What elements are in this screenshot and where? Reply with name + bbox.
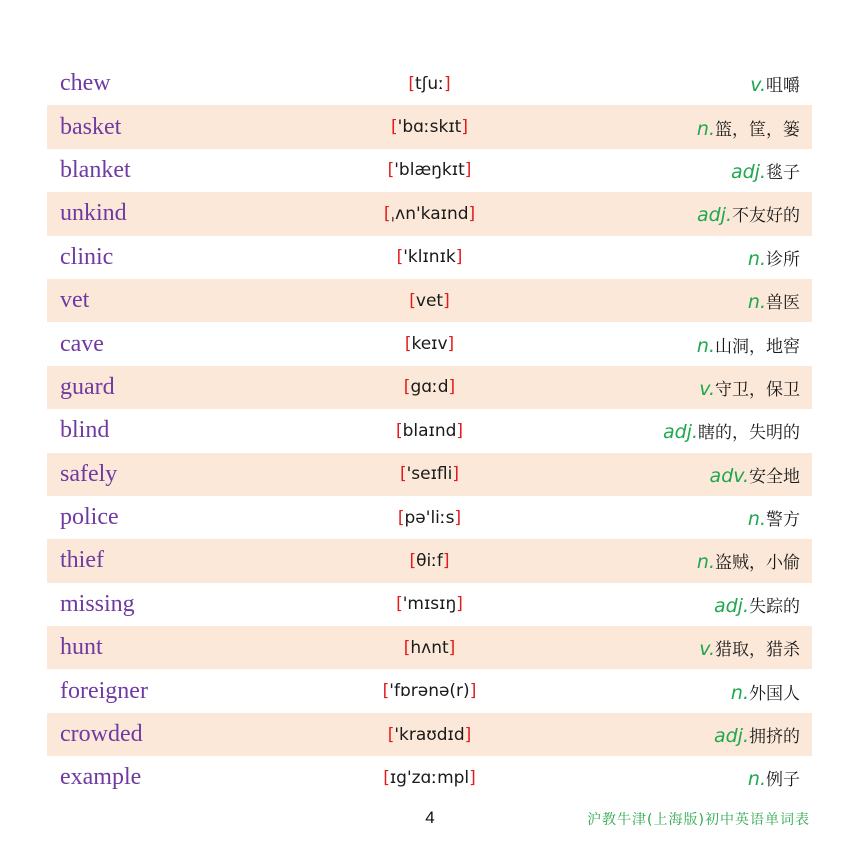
vocab-definition bbox=[748, 505, 800, 530]
meaning-text: 猎取，猎杀 bbox=[715, 640, 800, 661]
vocab-word: foreigner bbox=[60, 677, 148, 704]
close-bracket: ] bbox=[442, 550, 450, 571]
open-bracket: [ bbox=[383, 767, 390, 788]
part-of-speech: n. bbox=[747, 247, 766, 270]
open-bracket: [ bbox=[409, 290, 416, 311]
part-of-speech: adj. bbox=[696, 204, 732, 227]
vocab-phonetic bbox=[47, 594, 812, 614]
close-bracket: ] bbox=[448, 377, 456, 398]
phonetic-text: 'blæŋkɪt bbox=[394, 160, 465, 181]
vocab-word: thief bbox=[60, 547, 104, 574]
phonetic-text: 'fɒrənə(r) bbox=[389, 681, 470, 702]
vocab-word: clinic bbox=[60, 243, 114, 270]
phonetic-text: gɑːd bbox=[410, 377, 449, 398]
phonetic-text: ˌʌn'kaɪnd bbox=[390, 203, 469, 224]
vocab-phonetic bbox=[47, 767, 812, 791]
open-bracket: [ bbox=[391, 117, 398, 138]
vocab-row bbox=[47, 62, 812, 105]
vocab-row bbox=[47, 322, 812, 365]
vocab-phonetic bbox=[47, 507, 812, 531]
part-of-speech: v. bbox=[699, 638, 715, 661]
phonetic-text: hʌnt bbox=[410, 637, 449, 658]
vocab-definition bbox=[699, 375, 800, 400]
phonetic-text: keɪv bbox=[411, 334, 448, 355]
vocab-definition bbox=[697, 548, 800, 573]
vocab-phonetic bbox=[47, 290, 812, 314]
meaning-text: 失踪的 bbox=[749, 596, 800, 617]
open-bracket: [ bbox=[396, 594, 403, 615]
meaning-text: 瞎的，失明的 bbox=[698, 423, 800, 444]
phonetic-text: 'bɑːskɪt bbox=[397, 117, 462, 138]
meaning-text: 诊所 bbox=[766, 249, 800, 270]
part-of-speech: adj. bbox=[662, 421, 698, 444]
part-of-speech: n. bbox=[730, 681, 749, 704]
phonetic-text: 'seɪfli bbox=[406, 464, 453, 485]
meaning-text: 兽医 bbox=[766, 293, 800, 314]
vocab-row bbox=[47, 366, 812, 409]
vocab-word: unkind bbox=[60, 200, 127, 227]
close-bracket: ] bbox=[464, 724, 472, 745]
vocab-word: cave bbox=[60, 330, 104, 357]
open-bracket: [ bbox=[382, 681, 390, 702]
meaning-text: 毯子 bbox=[766, 162, 800, 183]
vocab-phonetic bbox=[47, 681, 812, 701]
vocab-word: example bbox=[60, 764, 142, 791]
vocab-row bbox=[47, 409, 812, 452]
part-of-speech: n. bbox=[747, 508, 766, 531]
part-of-speech: n. bbox=[747, 291, 766, 314]
vocab-word: missing bbox=[60, 590, 135, 617]
vocab-row bbox=[47, 539, 812, 582]
close-bracket: ] bbox=[455, 247, 463, 268]
vocab-row bbox=[47, 279, 812, 322]
meaning-text: 不友好的 bbox=[732, 206, 800, 227]
page-number: 4 bbox=[425, 808, 435, 827]
close-bracket: ] bbox=[464, 160, 472, 181]
vocab-definition bbox=[748, 765, 800, 790]
vocab-phonetic bbox=[47, 464, 812, 484]
vocab-definition bbox=[697, 201, 800, 226]
close-bracket: ] bbox=[469, 681, 477, 702]
meaning-text: 外国人 bbox=[749, 683, 800, 704]
part-of-speech: adj. bbox=[730, 160, 766, 183]
vocabulary-table bbox=[47, 62, 812, 800]
part-of-speech: adv. bbox=[709, 464, 749, 487]
vocab-row bbox=[47, 756, 812, 799]
close-bracket: ] bbox=[469, 767, 476, 788]
vocab-definition bbox=[731, 158, 800, 183]
phonetic-text: tʃuː bbox=[415, 73, 444, 94]
close-bracket: ] bbox=[447, 334, 455, 355]
vocab-row bbox=[47, 236, 812, 279]
vocab-phonetic bbox=[47, 247, 812, 267]
open-bracket: [ bbox=[395, 420, 403, 441]
vocab-row bbox=[47, 626, 812, 669]
vocab-definition bbox=[710, 462, 800, 487]
vocab-word: crowded bbox=[60, 721, 143, 748]
vocab-word: vet bbox=[60, 287, 90, 314]
meaning-text: 篮，筐，篓 bbox=[715, 119, 800, 140]
phonetic-text: pə'liːs bbox=[404, 507, 455, 528]
vocab-word: chew bbox=[60, 70, 111, 97]
open-bracket: [ bbox=[408, 73, 416, 94]
open-bracket: [ bbox=[387, 724, 395, 745]
vocab-phonetic bbox=[47, 377, 812, 397]
phonetic-text: 'kraʊdɪd bbox=[394, 724, 465, 745]
vocab-word: guard bbox=[60, 373, 115, 400]
meaning-text: 安全地 bbox=[749, 466, 800, 487]
close-bracket: ] bbox=[448, 637, 456, 658]
vocab-word: blind bbox=[60, 417, 110, 444]
vocab-definition bbox=[699, 635, 800, 660]
vocab-phonetic bbox=[47, 160, 812, 180]
meaning-text: 警方 bbox=[766, 510, 800, 531]
phonetic-text: ɪg'zɑːmpl bbox=[389, 767, 470, 788]
vocab-definition bbox=[731, 679, 800, 704]
vocab-definition bbox=[748, 288, 800, 313]
vocab-word: police bbox=[60, 504, 119, 531]
footer-title: 沪教牛津(上海版)初中英语单词表 bbox=[587, 812, 810, 828]
open-bracket: [ bbox=[403, 377, 411, 398]
phonetic-text: vet bbox=[415, 290, 444, 311]
phonetic-text: 'mɪsɪŋ bbox=[402, 594, 457, 615]
vocab-word: hunt bbox=[60, 634, 103, 661]
vocab-definition bbox=[714, 722, 800, 747]
part-of-speech: n. bbox=[696, 117, 715, 140]
meaning-text: 例子 bbox=[766, 770, 800, 791]
vocab-phonetic bbox=[47, 637, 812, 661]
meaning-text: 盗贼，小偷 bbox=[715, 553, 800, 574]
vocab-definition bbox=[748, 245, 800, 270]
vocab-row bbox=[47, 105, 812, 148]
open-bracket: [ bbox=[387, 160, 395, 181]
open-bracket: [ bbox=[403, 637, 411, 658]
close-bracket: ] bbox=[461, 117, 468, 138]
vocab-row bbox=[47, 669, 812, 712]
open-bracket: [ bbox=[383, 203, 391, 224]
open-bracket: [ bbox=[404, 334, 412, 355]
open-bracket: [ bbox=[409, 550, 417, 571]
vocab-row bbox=[47, 583, 812, 626]
vocab-definition bbox=[663, 418, 800, 443]
vocab-phonetic bbox=[47, 73, 812, 97]
vocab-phonetic bbox=[47, 724, 812, 748]
vocab-word: blanket bbox=[60, 156, 131, 183]
vocab-definition bbox=[697, 332, 800, 357]
phonetic-text: θiːf bbox=[416, 550, 443, 571]
open-bracket: [ bbox=[399, 464, 407, 485]
close-bracket: ] bbox=[443, 73, 451, 94]
open-bracket: [ bbox=[396, 247, 404, 268]
vocab-row bbox=[47, 496, 812, 539]
close-bracket: ] bbox=[454, 507, 462, 528]
vocab-row bbox=[47, 453, 812, 496]
part-of-speech: n. bbox=[696, 551, 715, 574]
meaning-text: 咀嚼 bbox=[766, 76, 800, 97]
close-bracket: ] bbox=[443, 290, 450, 311]
phonetic-text: blaɪnd bbox=[402, 420, 457, 441]
close-bracket: ] bbox=[452, 464, 460, 485]
vocab-row bbox=[47, 192, 812, 235]
part-of-speech: v. bbox=[750, 74, 766, 97]
part-of-speech: adj. bbox=[713, 594, 749, 617]
vocab-row bbox=[47, 149, 812, 192]
vocab-word: safely bbox=[60, 460, 118, 487]
vocab-word: basket bbox=[60, 113, 122, 140]
close-bracket: ] bbox=[456, 594, 463, 615]
open-bracket: [ bbox=[397, 507, 405, 528]
part-of-speech: n. bbox=[747, 768, 766, 791]
meaning-text: 守卫，保卫 bbox=[715, 379, 800, 400]
meaning-text: 拥挤的 bbox=[749, 727, 800, 748]
phonetic-text: 'klɪnɪk bbox=[403, 247, 456, 268]
vocab-row bbox=[47, 713, 812, 756]
part-of-speech: v. bbox=[699, 377, 715, 400]
close-bracket: ] bbox=[468, 203, 476, 224]
vocab-definition bbox=[750, 71, 800, 96]
close-bracket: ] bbox=[456, 420, 464, 441]
meaning-text: 山洞，地窖 bbox=[715, 336, 800, 357]
part-of-speech: n. bbox=[696, 334, 715, 357]
vocab-definition bbox=[714, 592, 800, 617]
part-of-speech: adj. bbox=[713, 725, 749, 748]
vocab-definition bbox=[697, 115, 800, 140]
